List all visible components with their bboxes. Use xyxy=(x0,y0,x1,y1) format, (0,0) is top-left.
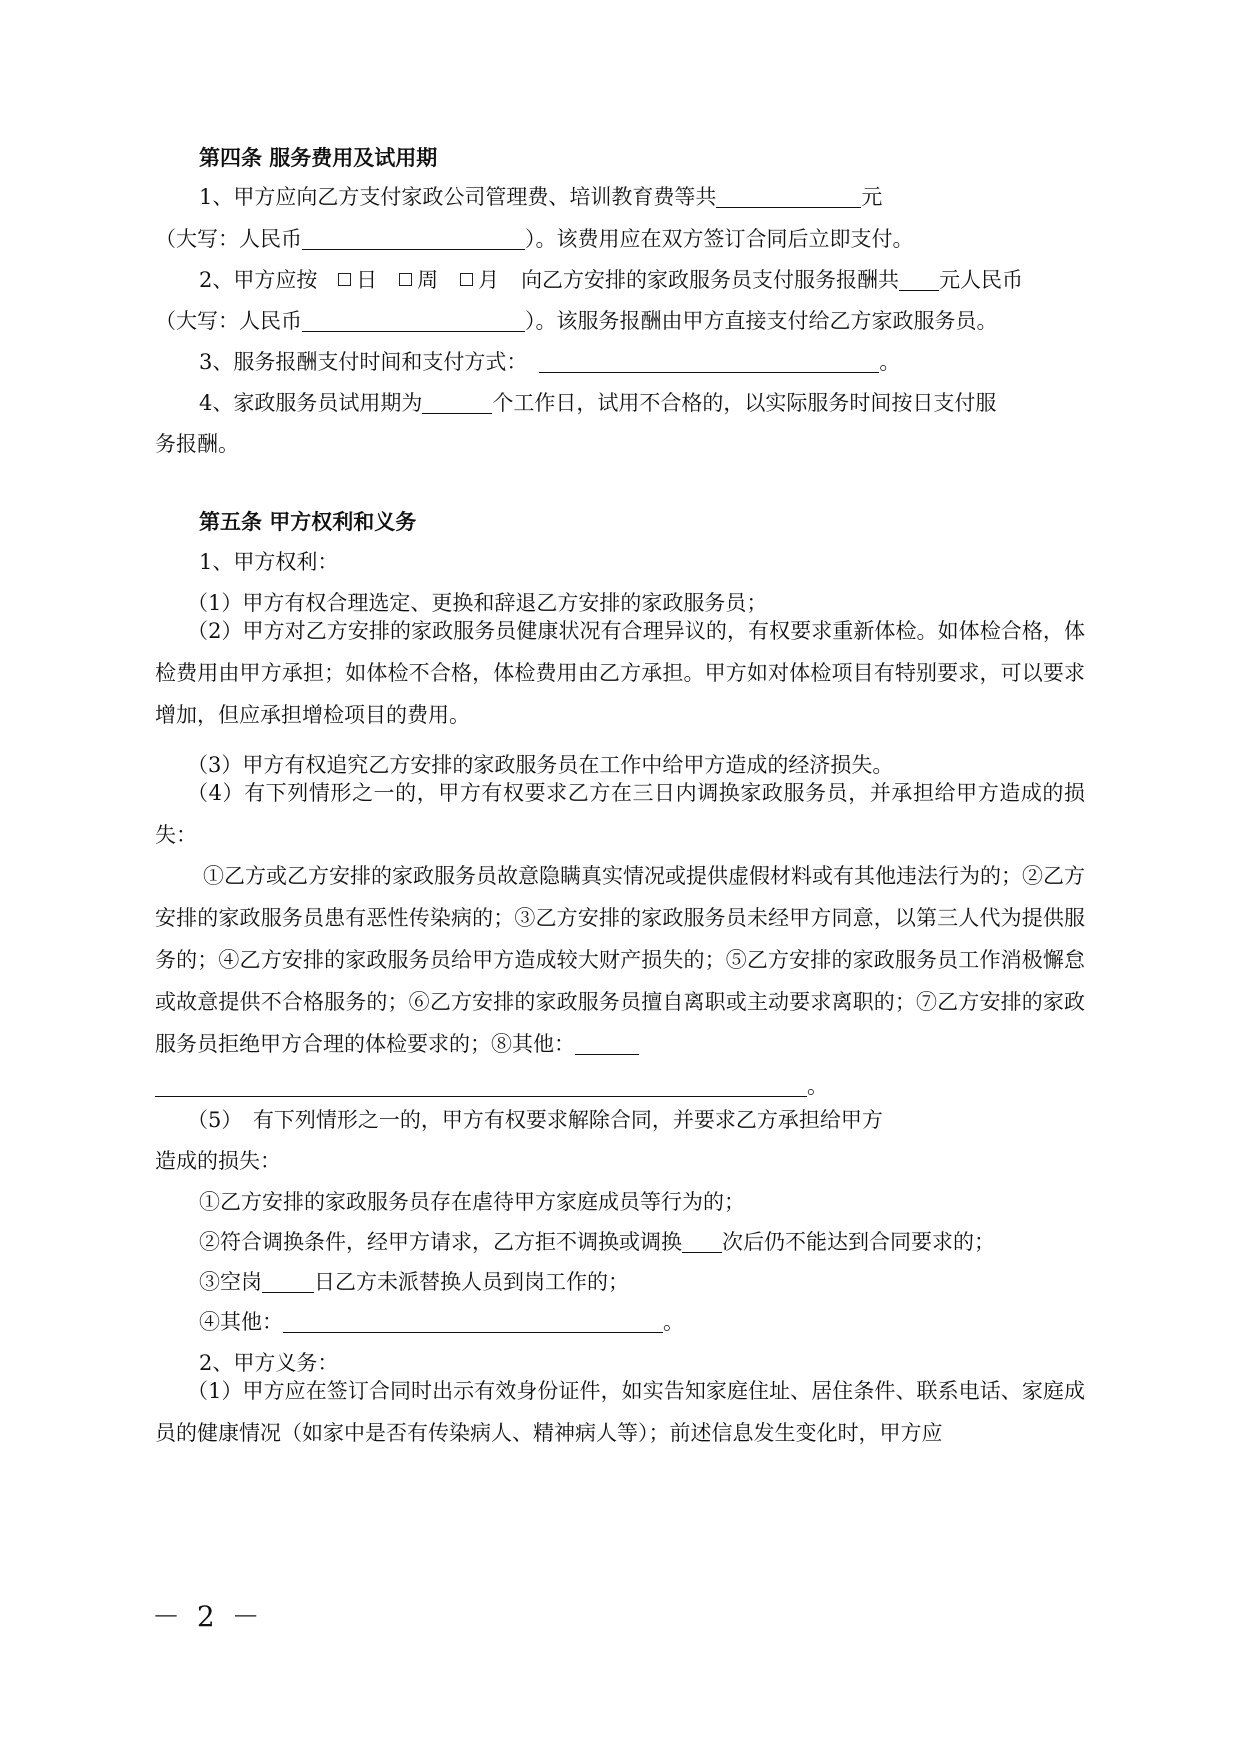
checkbox-icon xyxy=(460,273,473,286)
clause-text: 日乙方未派替换人员到岗工作的； xyxy=(314,1270,629,1294)
right-5-item-3 xyxy=(199,1267,629,1297)
article-4-clause-3 xyxy=(199,347,900,377)
right-5-item-2 xyxy=(199,1227,995,1257)
other-circumstance-blank[interactable] xyxy=(575,1032,639,1055)
wage-amount-blank[interactable] xyxy=(899,268,939,291)
right-1: （1）甲方有权合理选定、更换和辞退乙方安排的家政服务员； xyxy=(187,591,768,615)
article-4-clause-1-line-1 xyxy=(199,182,882,212)
right-4: （4）有下列情形之一的，甲方有权要求乙方在三日内调换家政服务员，并承担给甲方造成的损失： xyxy=(155,781,1085,847)
checkbox-icon xyxy=(399,273,412,286)
article-4-clause-2-line-1 xyxy=(199,265,1023,295)
clause-text: 个工作日，试用不合格的，以实际服务时间按日支付服 xyxy=(492,391,997,415)
checkbox-icon xyxy=(338,273,351,286)
vacancy-days-blank[interactable] xyxy=(262,1270,314,1293)
option-month[interactable]: 月 xyxy=(460,268,499,292)
option-day[interactable]: 日 xyxy=(338,268,377,292)
clause-text: 元 xyxy=(861,185,883,209)
clause-text: 。 xyxy=(663,1310,684,1334)
clause-text: 元人民币 xyxy=(939,268,1024,292)
clause-text: 次后仍不能达到合同要求的； xyxy=(722,1230,995,1254)
clause-text: ④其他： xyxy=(199,1310,283,1334)
right-2: （2）甲方对乙方安排的家政服务员健康状况有合理异议的，有权要求重新体检。如体检合格，体检费用由甲方承担；如体检不合格，体检费用由乙方承担。甲方如对体检项目有特别要求，可以要求增加，但应承担增检项目的费用。 xyxy=(155,619,1085,727)
right-5-line-1: （5） 有下列情形之一的，甲方有权要求解除合同，并要求乙方承担给甲方 xyxy=(187,1108,883,1132)
right-3: （3）甲方有权追究乙方安排的家政服务员在工作中给甲方造成的经济损失。 xyxy=(187,753,894,777)
clause-text: 。 xyxy=(879,350,901,374)
option-week[interactable]: 周 xyxy=(399,268,438,292)
clause-text: 4、家政服务员试用期为 xyxy=(199,391,423,415)
other-blank[interactable] xyxy=(283,1310,663,1333)
clause-text: 。 xyxy=(807,1074,828,1098)
fee-capital-blank[interactable] xyxy=(302,227,525,250)
payment-method-blank[interactable] xyxy=(539,350,879,373)
clause-text: ）。该服务报酬由甲方直接支付给乙方家政服务员。 xyxy=(525,309,998,333)
right-4-items xyxy=(155,855,1085,1107)
clause-text: 2、甲方应按 xyxy=(199,268,318,292)
exchange-times-blank[interactable] xyxy=(682,1230,722,1253)
clause-text: ②符合调换条件，经甲方请求，乙方拒不调换或调换 xyxy=(199,1230,682,1254)
other-circumstance-blank-2[interactable] xyxy=(155,1074,807,1097)
clause-text: （大写：人民币 xyxy=(155,309,302,333)
rights-heading: 1、甲方权利： xyxy=(199,550,339,574)
right-5-item-1: ①乙方安排的家政服务员存在虐待甲方家庭成员等行为的； xyxy=(199,1190,745,1214)
right-5-line-2: 造成的损失： xyxy=(155,1149,281,1173)
article-4-clause-2-line-2 xyxy=(155,306,998,336)
article-5-heading: 第五条 甲方权利和义务 xyxy=(199,510,417,534)
article-4-clause-1-line-2 xyxy=(155,224,914,254)
page-number: － 2 － xyxy=(152,1600,264,1633)
article-4-clause-4-line-2: 务报酬。 xyxy=(155,432,239,456)
clause-text: 1、甲方应向乙方支付家政公司管理费、培训教育费等共 xyxy=(199,185,717,209)
clause-text: ③空岗 xyxy=(199,1270,262,1294)
duty-1: （1）甲方应在签订合同时出示有效身份证件，如实告知家庭住址、居住条件、联系电话、家庭成员的健康情况（如家中是否有传染病人、精神病人等）；前述信息发生变化时，甲方应 xyxy=(155,1379,1085,1445)
clause-text: ）。该费用应在双方签订合同后立即支付。 xyxy=(525,227,914,251)
duties-heading: 2、甲方义务： xyxy=(199,1351,339,1375)
fee-amount-blank[interactable] xyxy=(716,185,861,208)
article-4-clause-4-line-1 xyxy=(199,388,996,418)
clause-text: 3、服务报酬支付时间和支付方式： xyxy=(199,350,528,374)
wage-capital-blank[interactable] xyxy=(302,309,525,332)
clause-text: 向乙方安排的家政服务员支付服务报酬共 xyxy=(521,268,900,292)
clause-text: ①乙方或乙方安排的家政服务员故意隐瞒真实情况或提供虚假材料或有其他违法行为的；②乙方安排的家政服务员患有恶性传染病的；③乙方安排的家政服务员未经甲方同意，以第三人代为提供服务的；④乙方安排的家政服务员给甲方造成较大财产损失的；⑤乙方安排的家政服务员工作消极懈怠或故意提供不合格服务的；⑥乙方安排的家政服务员擅自离职或主动要求离职的；⑦乙方安排的家政服务员拒绝甲方合理的体检要求的；⑧其他： xyxy=(155,864,1085,1056)
clause-text: （大写：人民币 xyxy=(155,227,302,251)
probation-days-blank[interactable] xyxy=(422,391,492,414)
right-5-item-4 xyxy=(199,1307,684,1337)
article-4-heading: 第四条 服务费用及试用期 xyxy=(199,146,438,170)
